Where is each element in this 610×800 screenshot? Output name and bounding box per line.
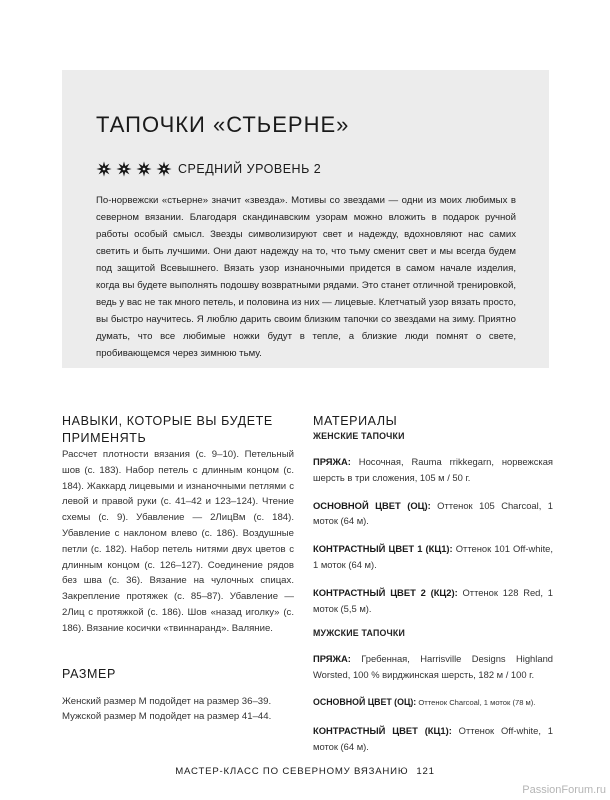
women-main-color: ОСНОВНОЙ ЦВЕТ (ОЦ): Оттенок 105 Charcoal, 1 моток (64 м). bbox=[313, 499, 553, 527]
page-footer bbox=[0, 766, 610, 777]
difficulty-stars bbox=[96, 161, 172, 177]
footer-book-title: МАСТЕР-КЛАСС ПО СЕВЕРНОМУ ВЯЗАНИЮ bbox=[175, 766, 409, 777]
star-icon bbox=[136, 161, 152, 177]
star-icon bbox=[96, 161, 112, 177]
women-yarn: ПРЯЖА: Носочная, Rauma rrikkegarn, норвежская шерсть в три сложения, 105 м / 50 г. bbox=[313, 456, 553, 483]
size-heading: РАЗМЕР bbox=[62, 666, 116, 681]
skills-text: Рассчет плотности вязания (с. 9–10). Петельный шов (с. 183). Набор петель с длинным концом (с. 184). Жаккард лицевыми и изнаночными петлями с левой и правой руки (с. 41–42 и 123–124). Чтение схемы (с. 9). Убавление — 2ЛицВм (с. 184). Убавление с наклоном влево (с. 186). Воздушные петли (с. 182). Набор петель нитями двух цветов с длинным концом (с. 126–127). Соединение рядов без шва (с. 36). Вязание на чулочных спицах. Закрепление протяжек (с. 85–87). Убавление — 2Лиц с протяжкой (с. 186). Шов «назад иголку» (с. 186). Вязание косички «твиннаранд». Валяние. bbox=[62, 449, 294, 634]
difficulty-level bbox=[96, 160, 321, 178]
watermark: PassionForum.ru bbox=[522, 784, 606, 796]
men-yarn: ПРЯЖА: Гребенная, Harrisville Designs Highland Worsted, 100 % вирджинская шерсть, 182 м / 100 г. bbox=[313, 653, 553, 681]
women-contrast-color-1: КОНТРАСТНЫЙ ЦВЕТ 1 (КЦ1): Оттенок 101 Off-white, 1 моток (64 м). bbox=[313, 543, 553, 570]
skills-heading: НАВЫКИ, КОТОРЫЕ ВЫ БУДЕТЕ ПРИМЕНЯТЬ bbox=[62, 414, 273, 445]
women-slippers-subheading: ЖЕНСКИЕ ТАПОЧКИ bbox=[313, 431, 405, 441]
size-female: Женский размер M подойдет на размер 36–39. bbox=[62, 695, 272, 707]
page-title: ТАПОЧКИ «СТЬЕРНЕ» bbox=[96, 112, 350, 137]
size-male: Мужской размер M подойдет на размер 41–44. bbox=[62, 711, 272, 723]
star-icon bbox=[116, 161, 132, 177]
intro-paragraph: По-норвежски «стьерне» значит «звезда». Мотивы со звездами — одни из моих любимых в северном вязании. Благодаря скандинавским узорам можно вложить в подарок ручной работы особый смысл. Звезды символизируют свет и надежду, вдохновляют нас самих светить и быть лучшими. Они дают надежду на то, что тьму сменит свет и мы всегда будем под защитой Всевышнего. Вязать узор изнаночными придется в самом начале изделия, когда вы будете выполнять подошву возвратными рядами. Это станет отличной тренировкой, ведь у вас не так много петель, и половина из них — лицевые. Клетчатый узор вязать просто, вы быстро научитесь. Я люблю дарить своим близким тапочки со звездами на зиму. Приятно думать, что все любимые ножки будут в тепле, а близкие люди помнят о свете, пробивающемся через зимнюю тьму. bbox=[96, 195, 516, 359]
star-icon bbox=[156, 161, 172, 177]
right-column bbox=[313, 413, 553, 766]
materials-heading: МАТЕРИАЛЫ bbox=[313, 414, 398, 428]
left-column bbox=[62, 413, 294, 725]
men-main-color: ОСНОВНОЙ ЦВЕТ (ОЦ): Оттенок Charcoal, 1 моток (78 м). bbox=[313, 696, 536, 707]
men-contrast-color: КОНТРАСТНЫЙ ЦВЕТ (КЦ1): Оттенок Off-white, 1 моток (64 м). bbox=[313, 724, 553, 752]
level-label: СРЕДНИЙ УРОВЕНЬ 2 bbox=[178, 162, 322, 176]
men-slippers-subheading: МУЖСКИЕ ТАПОЧКИ bbox=[313, 628, 405, 639]
page-number: 121 bbox=[416, 766, 435, 777]
women-contrast-color-2: КОНТРАСТНЫЙ ЦВЕТ 2 (КЦ2): Оттенок 128 Red, 1 моток (5,5 м). bbox=[313, 586, 553, 614]
